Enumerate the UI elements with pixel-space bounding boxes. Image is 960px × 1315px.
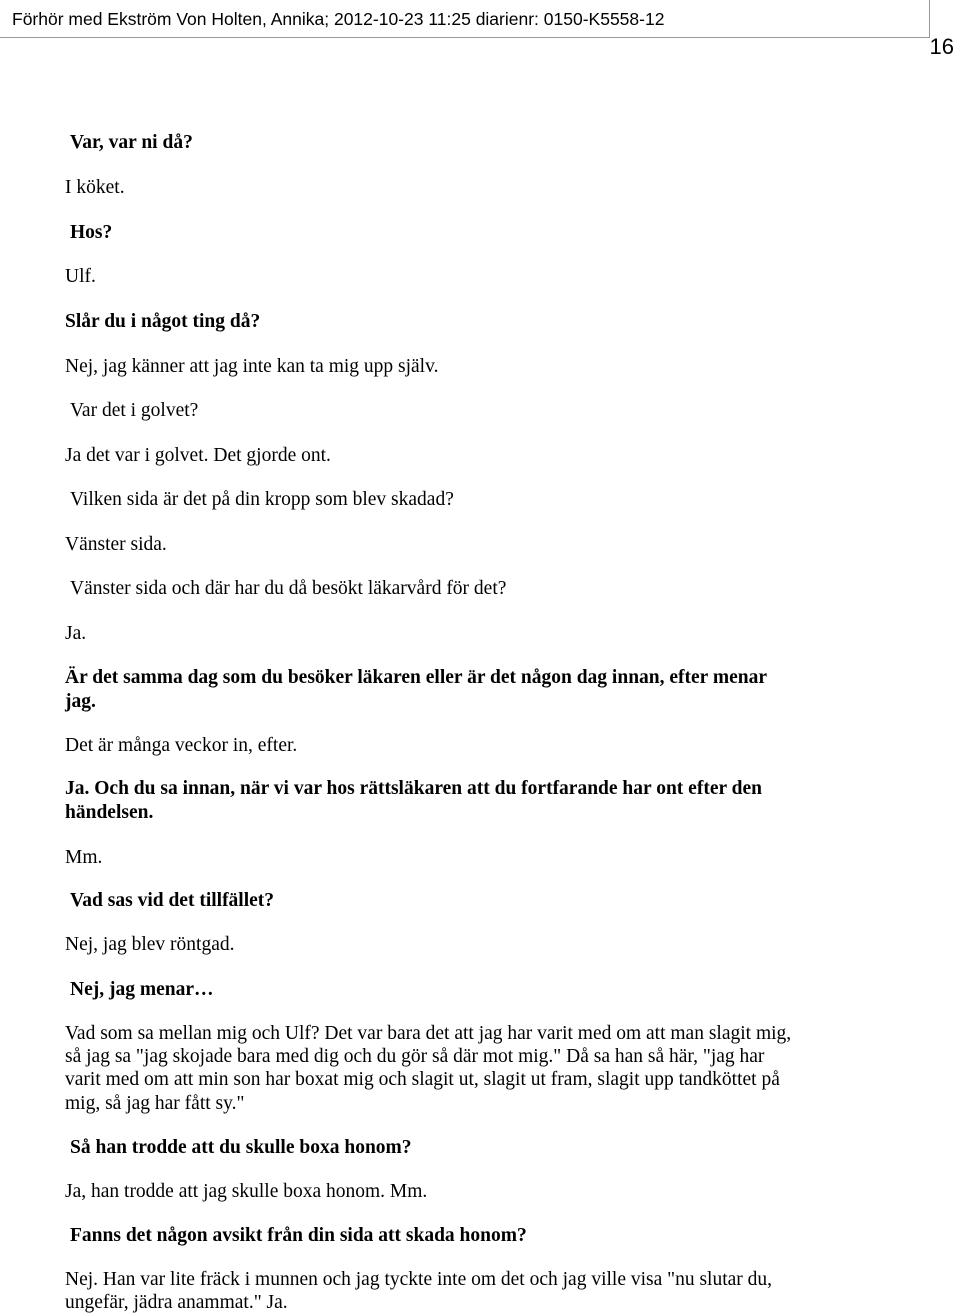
answer-line: Ulf.	[65, 266, 96, 287]
question-line: Vänster sida och där har du då besökt läkarvård för det?	[70, 578, 507, 599]
question-line: Slår du i något ting då?	[65, 311, 261, 332]
header-title: Förhör med Ekström Von Holten, Annika; 2012-10-23 11:25 diarienr: 0150-K5558-12	[12, 9, 665, 29]
answer-line: I köket.	[65, 177, 125, 198]
answer-line: Nej. Han var lite fräck i munnen och jag tyckte inte om det och jag ville visa "nu slutar du,	[65, 1269, 773, 1290]
question-line: Ja. Och du sa innan, när vi var hos rättsläkaren att du fortfarande har ont efter den	[65, 778, 762, 799]
document-header	[0, 0, 930, 38]
answer-line: Mm.	[65, 847, 103, 868]
answer-line: Ja.	[65, 623, 87, 644]
question-line: Vad sas vid det tillfället?	[70, 890, 275, 911]
question-line: händelsen.	[65, 802, 154, 823]
answer-line: Nej, jag blev röntgad.	[65, 934, 235, 955]
question-line: Fanns det någon avsikt från din sida att skada honom?	[70, 1225, 527, 1246]
page-number: 16	[929, 34, 954, 59]
question-line: Är det samma dag som du besöker läkaren eller är det någon dag innan, efter menar	[65, 667, 768, 688]
answer-line: Nej, jag känner att jag inte kan ta mig upp själv.	[65, 356, 439, 377]
answer-line: Vänster sida.	[65, 534, 167, 555]
answer-line: ungefär, jädra anammat." Ja.	[65, 1292, 288, 1313]
answer-line: Ja, han trodde att jag skulle boxa honom. Mm.	[65, 1181, 428, 1202]
question-line: Nej, jag menar…	[70, 979, 214, 1000]
answer-line: Vad som sa mellan mig och Ulf? Det var bara det att jag har varit med om att man slagit mig,	[65, 1023, 792, 1044]
answer-line: så jag sa "jag skojade bara med dig och du gör så där mot mig." Då sa han så här, "jag har	[65, 1046, 765, 1067]
question-line: Hos?	[70, 222, 113, 243]
question-line: Var, var ni då?	[70, 132, 193, 153]
answer-line: mig, så jag har fått sy."	[65, 1093, 245, 1114]
answer-line: Det är många veckor in, efter.	[65, 735, 298, 756]
question-line: Var det i golvet?	[70, 400, 199, 421]
question-line: Vilken sida är det på din kropp som blev skadad?	[70, 489, 454, 510]
question-line: jag.	[65, 691, 96, 712]
answer-line: Ja det var i golvet. Det gjorde ont.	[65, 445, 331, 466]
answer-line: varit med om att min son har boxat mig och slagit ut, slagit ut fram, slagit upp tandköttet på	[65, 1069, 780, 1090]
question-line: Så han trodde att du skulle boxa honom?	[70, 1137, 412, 1158]
